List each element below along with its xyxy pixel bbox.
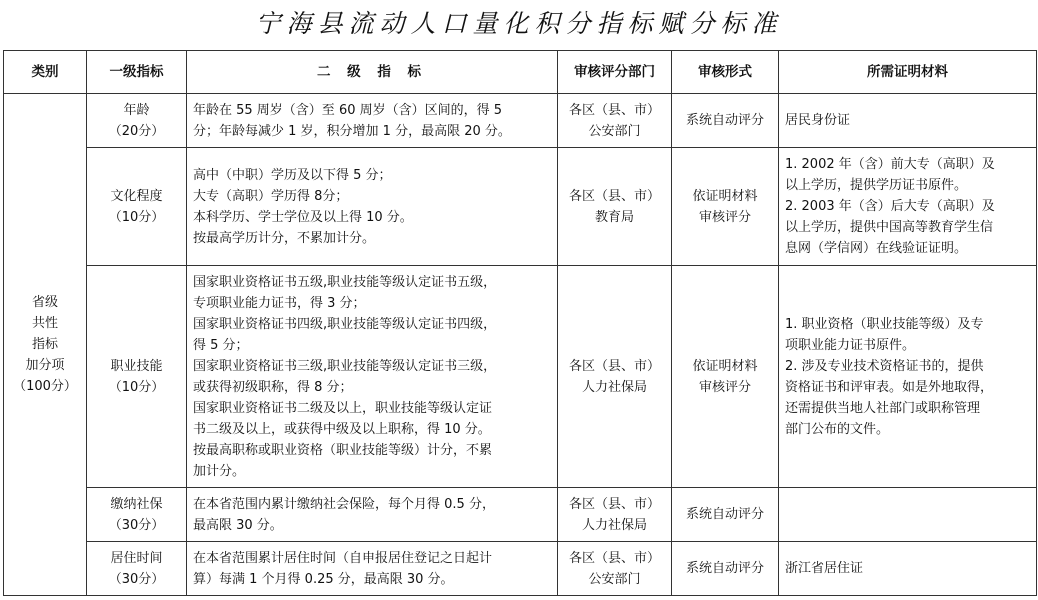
text-line: 系统自动评分 [685, 561, 764, 576]
text-line: 审核评分 [698, 209, 751, 225]
text-line: 大专（高职）学历得 8分； [193, 188, 349, 204]
text-line: 按最高学历计分，不累加计分。 [193, 230, 376, 246]
materials-cell [779, 488, 1037, 542]
text-line: 2. 涉及专业技术资格证书的，提供 [785, 358, 984, 374]
scoring-standards-table [3, 50, 1037, 596]
table-row [4, 148, 1037, 266]
text-line: （30分） [108, 571, 165, 587]
text-line: 按最高职称或职业资格（职业技能等级）计分，不累 [193, 442, 493, 458]
level2-cell [187, 542, 558, 596]
materials-cell [779, 266, 1037, 488]
text-line: 在本省范围内累计缴纳社会保险，每个月得 0.5 分， [193, 496, 495, 512]
materials-cell [779, 542, 1037, 596]
level2-cell [187, 148, 558, 266]
text-line: 书二级及以上，或获得中级及以上职称，得 10 分。 [193, 421, 491, 437]
table-row [4, 94, 1037, 148]
level2-cell [187, 266, 558, 488]
text-line: 人力社保局 [581, 517, 647, 533]
header-level2: 二 级 指 标 [187, 51, 558, 94]
text-line: 年龄 [123, 102, 150, 118]
text-line: 还需提供当地人社部门或职称管理 [785, 400, 981, 416]
text-line: 最高限 30 分。 [193, 517, 283, 533]
text-line: 各区（县、市） [568, 358, 660, 374]
text-line: 在本省范围累计居住时间（自申报居住登记之日起计 [193, 550, 493, 566]
text-line: 加分项 [25, 358, 65, 373]
table-row [4, 488, 1037, 542]
header-dept: 审核评分部门 [558, 51, 672, 94]
level2-cell [187, 488, 558, 542]
text-line: 项职业能力证书原件。 [785, 337, 916, 353]
level1-cell [87, 542, 187, 596]
text-line: 各区（县、市） [568, 496, 660, 512]
text-line: 年龄在 55 周岁（含）至 60 周岁（含）区间的，得 5 [193, 102, 503, 118]
text-line: 2. 2003 年（含）后大专（高职）及 [785, 199, 995, 214]
header-category: 类别 [4, 51, 87, 94]
text-line: 得 5 分； [193, 337, 249, 353]
text-line: 缴纳社保 [110, 496, 163, 512]
form-cell [672, 94, 779, 148]
text-line: 国家职业资格证书五级,职业技能等级认定证书五级， [193, 274, 497, 290]
level2-cell [187, 94, 558, 148]
text-line: 高中（中职）学历及以下得 5 分； [193, 167, 392, 183]
text-line: 1. 职业资格（职业技能等级）及专 [785, 316, 984, 332]
materials-cell [779, 148, 1037, 266]
text-line: 加计分。 [193, 463, 246, 479]
text-line: 教育局 [594, 209, 634, 225]
text-line: 各区（县、市） [568, 102, 660, 118]
category-cell [4, 94, 87, 596]
text-line: 以上学历，提供中国高等教育学生信 [785, 220, 994, 235]
level1-cell [87, 488, 187, 542]
text-line: 省级 [31, 295, 58, 310]
text-line: 公安部门 [588, 123, 641, 139]
dept-cell [558, 542, 672, 596]
text-line: 本科学历、学士学位及以上得 10 分。 [193, 209, 413, 225]
text-line: 系统自动评分 [685, 113, 764, 128]
dept-cell [558, 148, 672, 266]
text-line: 专项职业能力证书，得 3 分； [193, 295, 366, 311]
text-line: 国家职业资格证书三级,职业技能等级认定证书三级， [193, 358, 497, 374]
level1-cell [87, 94, 187, 148]
text-line: 各区（县、市） [568, 550, 660, 566]
level1-cell [87, 148, 187, 266]
text-line: （100分） [13, 379, 77, 394]
text-line: 公安部门 [588, 571, 641, 587]
header-row [4, 51, 1037, 94]
text-line: 算）每满 1 个月得 0.25 分，最高限 30 分。 [193, 571, 454, 587]
materials-cell [779, 94, 1037, 148]
header-level1: 一级指标 [87, 51, 187, 94]
level1-cell [87, 266, 187, 488]
text-line: （10分） [108, 379, 165, 395]
text-line: 1. 2002 年（含）前大专（高职）及 [785, 157, 995, 172]
text-line: 人力社保局 [581, 379, 647, 395]
header-form: 审核形式 [672, 51, 779, 94]
text-line: 以上学历，提供学历证书原件。 [785, 178, 968, 193]
text-line: （20分） [108, 123, 165, 139]
text-line: 各区（县、市） [568, 188, 660, 204]
text-line: 共性 [31, 316, 58, 331]
document-title: 宁海县流动人口量化积分指标赋分标准 [255, 9, 783, 38]
text-line: 依证明材料 [692, 358, 758, 374]
table-row [4, 266, 1037, 488]
text-line: 国家职业资格证书四级,职业技能等级认定证书四级， [193, 316, 497, 332]
text-line: 息网（学信网）在线验证证明。 [785, 241, 968, 256]
form-cell [672, 266, 779, 488]
dept-cell [558, 488, 672, 542]
table-row [4, 542, 1037, 596]
text-line: 系统自动评分 [685, 507, 764, 522]
text-line: 审核评分 [698, 379, 751, 395]
text-line: （10分） [108, 209, 165, 225]
dept-cell [558, 94, 672, 148]
text-line: 或获得初级职称，得 8 分； [193, 379, 353, 395]
form-cell [672, 148, 779, 266]
text-line: （30分） [108, 517, 165, 533]
text-line: 浙江省居住证 [785, 561, 864, 576]
text-line: 居民身份证 [785, 113, 851, 128]
text-line: 部门公布的文件。 [785, 421, 890, 437]
text-line: 资格证书和评审表。如是外地取得， [785, 379, 994, 395]
text-line: 指标 [31, 337, 58, 352]
text-line: 居住时间 [110, 550, 163, 566]
text-line: 分；年龄每减少 1 岁，积分增加 1 分，最高限 20 分。 [193, 123, 511, 139]
text-line: 文化程度 [110, 188, 163, 204]
text-line: 国家职业资格证书二级及以上，职业技能等级认定证 [193, 400, 493, 416]
form-cell [672, 542, 779, 596]
form-cell [672, 488, 779, 542]
dept-cell [558, 266, 672, 488]
text-line: 依证明材料 [692, 188, 758, 204]
header-materials: 所需证明材料 [779, 51, 1037, 94]
text-line: 职业技能 [110, 358, 163, 374]
